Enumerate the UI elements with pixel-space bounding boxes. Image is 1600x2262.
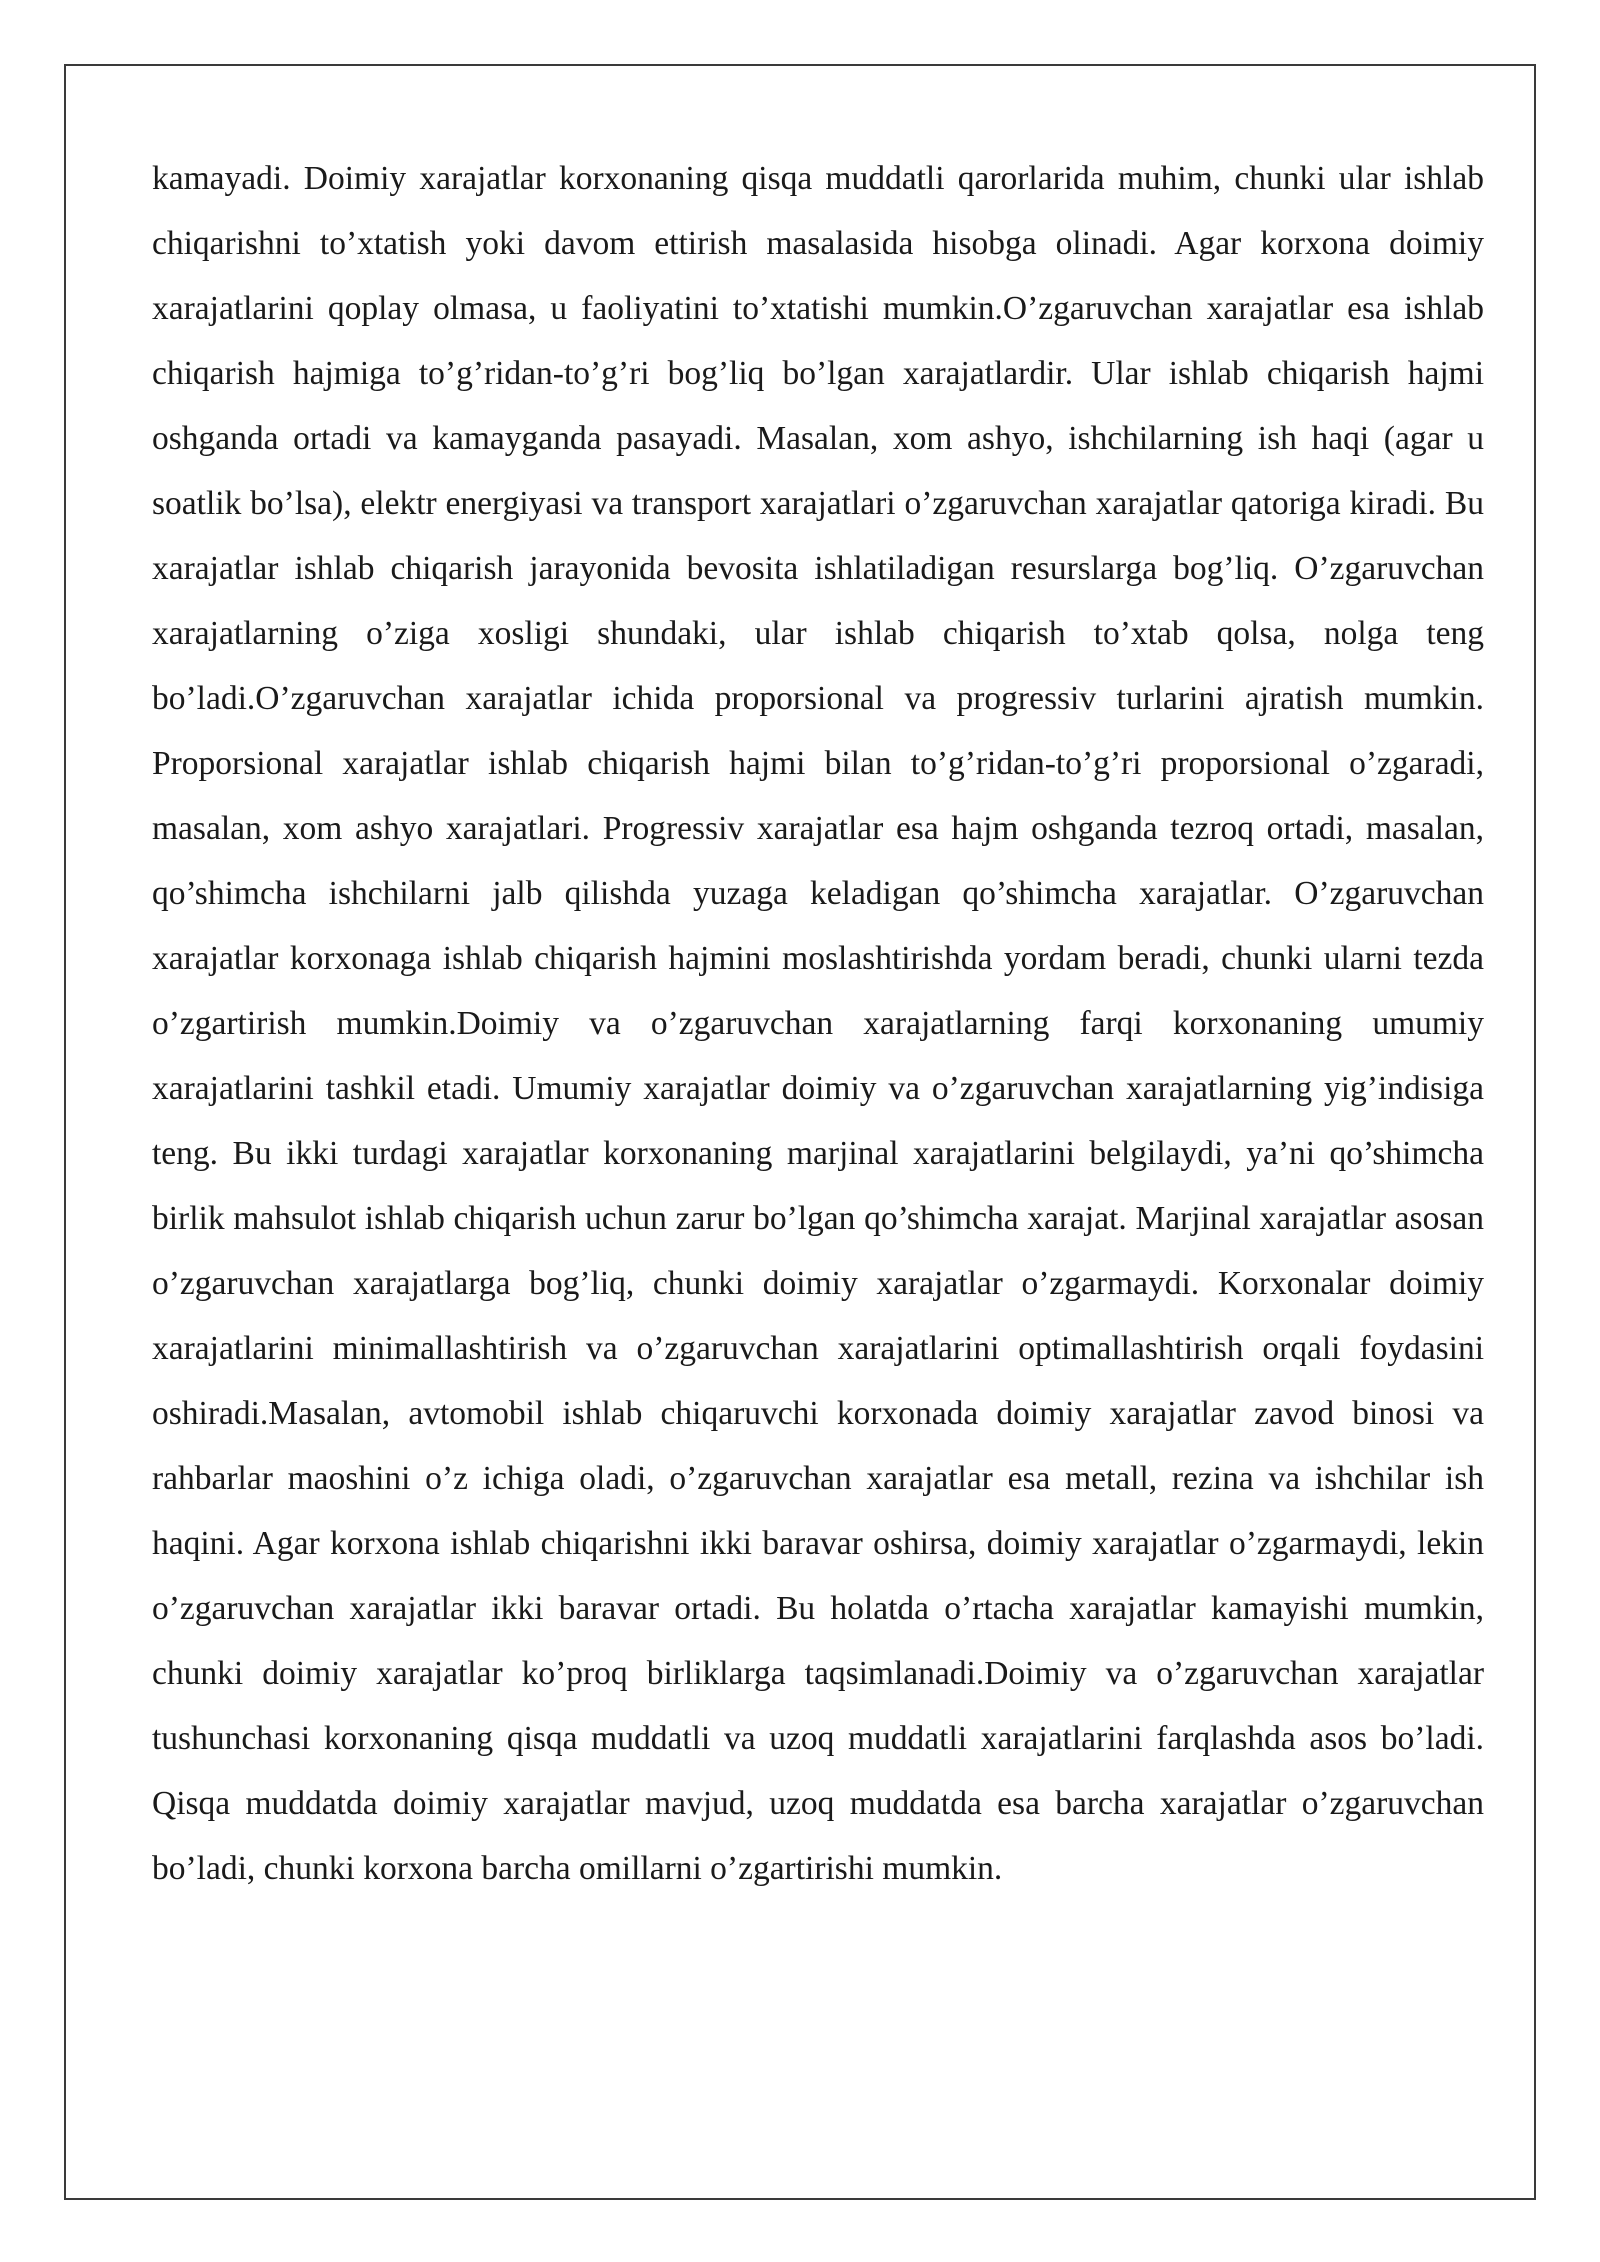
body-paragraph: kamayadi. Doimiy xarajatlar korxonaning qisqa muddatli qarorlarida muhim, chunki ular ishlab chiqarishni to’xtatish yoki davom ettirish masalasida hisobga olinadi. Agar korxona doimiy xarajatlarini qoplay olmasa, u faoliyatini to’xtatishi mumkin.O’zgaruvchan xarajatlar esa ishlab chiqarish hajmiga to’g’ridan-to’g’ri bog’liq bo’lgan xarajatlardir. Ular ishlab chiqarish hajmi oshganda ortadi va kamayganda pasayadi. Masalan, xom ashyo, ishchilarning ish haqi (agar u soatlik bo’lsa), elektr energiyasi va transport xarajatlari o’zgaruvchan xarajatlar qatoriga kiradi. Bu xarajatlar ishlab chiqarish jarayonida bevosita ishlatiladigan resurslarga bog’liq. O’zgaruvchan xarajatlarning o’ziga xosligi shundaki, ular ishlab chiqarish to’xtab qolsa, nolga teng bo’ladi.O’zgaruvchan xarajatlar ichida proporsional va progressiv turlarini ajratish mumkin. Proporsional xarajatlar ishlab chiqarish hajmi bilan to’g’ridan-to’g’ri proporsional o’zgaradi, masalan, xom ashyo xarajatlari. Progressiv xarajatlar esa hajm oshganda tezroq ortadi, masalan, qo’shimcha ishchilarni jalb qilishda yuzaga keladigan qo’shimcha xarajatlar. O’zgaruvchan xarajatlar korxonaga ishlab chiqarish hajmini moslashtirishda yordam beradi, chunki ularni tezda o’zgartirish mumkin.Doimiy va o’zgaruvchan xarajatlarning farqi korxonaning umumiy xarajatlarini tashkil etadi. Umumiy xarajatlar doimiy va o’zgaruvchan xarajatlarning yig’indisiga teng. Bu ikki turdagi xarajatlar korxonaning marjinal xarajatlarini belgilaydi, ya’ni qo’shimcha birlik mahsulot ishlab chiqarish uchun zarur bo’lgan qo’shimcha xarajat. Marjinal xarajatlar asosan o’zgaruvchan xarajatlarga bog’liq, chunki doimiy xarajatlar o’zgarmaydi. Korxonalar doimiy xarajatlarini minimallashtirish va o’zgaruvchan xarajatlarini optimallashtirish orqali foydasini oshiradi.Masalan, avtomobil ishlab chiqaruvchi korxonada doimiy xarajatlar zavod binosi va rahbarlar maoshini o’z ichiga oladi, o’zgaruvchan xarajatlar esa metall, rezina va ishchilar ish haqini. Agar korxona ishlab chiqarishni ikki baravar oshirsa, doimiy xarajatlar o’zgarmaydi, lekin o’zgaruvchan xarajatlar ikki baravar ortadi. Bu holatda o’rtacha xarajatlar kamayishi mumkin, chunki doimiy xarajatlar ko’proq birliklarga taqsimlanadi.Doimiy va o’zgaruvchan xarajatlar tushunchasi korxonaning qisqa muddatli va uzoq muddatli xarajatlarini farqlashda asos bo’ladi. Qisqa muddatda doimiy xarajatlar mavjud, uzoq muddatda esa barcha xarajatlar o’zgaruvchan bo’ladi, chunki korxona barcha omillarni o’zgartirishi mumkin. xyxy=(152,160,1484,1887)
